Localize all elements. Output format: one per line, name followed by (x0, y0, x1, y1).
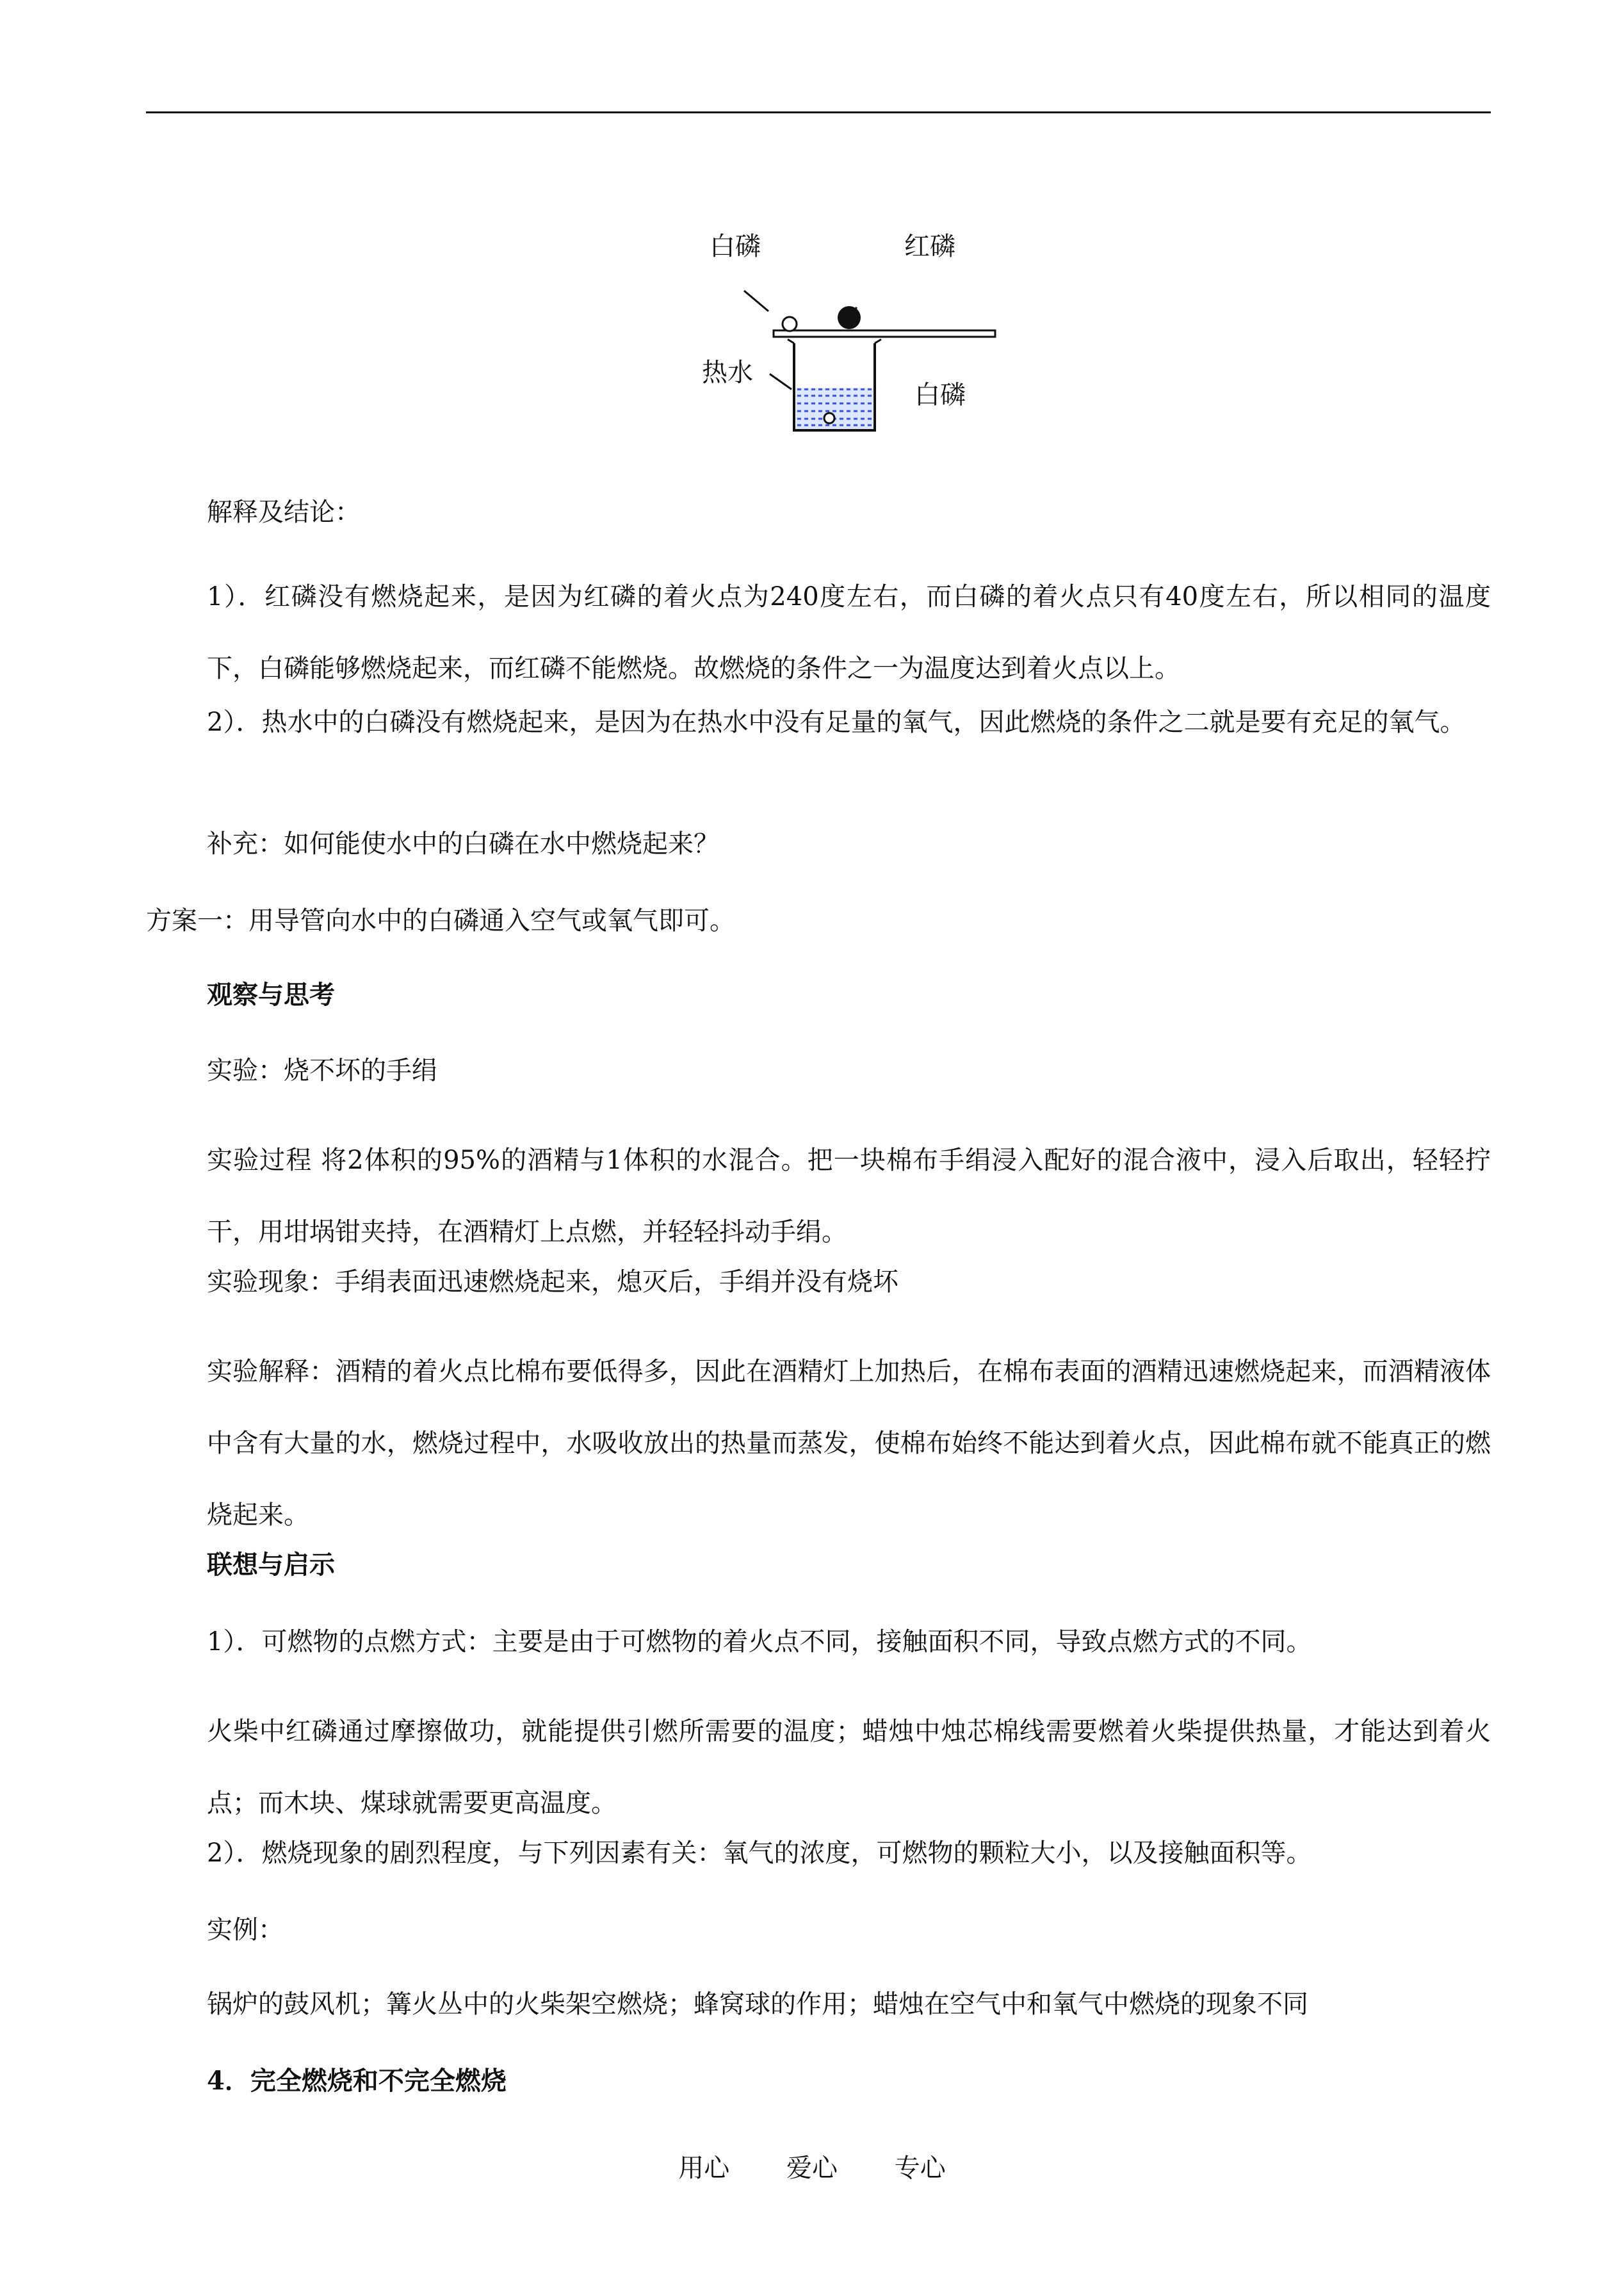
leader-line-water (770, 374, 792, 389)
footer-item-2: 爱心 (786, 2153, 838, 2183)
paragraph-experiment-explanation: 实验解释：酒精的着火点比棉布要低得多，因此在酒精灯上加热后，在棉布表面的酒精迅速燃烧起来，而酒精液体中含有大量的水，燃烧过程中，水吸收放出的热量而蒸发，使棉布始终不能达到着火点，因此棉布就不能真正的燃烧起来。 (207, 1357, 1491, 1530)
footer-item-1: 用心 (678, 2153, 730, 2183)
copper-plate (774, 330, 995, 337)
phosphorus-experiment-diagram (698, 224, 966, 442)
paragraph-match-candle: 火柴中红磷通过摩擦做功，就能提供引燃所需要的温度；蜡烛中烛芯棉线需要燃着火柴提供热量，才能达到着火点；而木块、煤球就需要更高温度。 (207, 1717, 1491, 1818)
paragraph-experiment-procedure: 实验过程 将2体积的95%的酒精与1体积的水混合。把一块棉布手绢浸入配好的混合液中，浸入后取出，轻轻拧干，用坩埚钳夹持，在酒精灯上点燃，并轻轻抖动手绢。 (207, 1146, 1491, 1247)
phosphorus-experiment-figure (698, 224, 966, 442)
paragraph-explanation-heading: 解释及结论： (207, 498, 361, 527)
red-phosphorus-on-plate (838, 306, 861, 329)
paragraph-plan-one: 方案一：用导管向水中的白磷通入空气或氧气即可。 (146, 906, 735, 936)
paragraph-hot-water-conclusion: 2）．热水中的白磷没有燃烧起来，是因为在热水中没有足量的氧气，因此燃烧的条件之二就是要有充足的氧气。 (207, 708, 1466, 737)
paragraph-ignition-methods: 1）．可燃物的点燃方式：主要是由于可燃物的着火点不同，接触面积不同，导致点燃方式的不同。 (207, 1627, 1312, 1657)
header-rule (146, 111, 1491, 113)
paragraph-examples: 锅炉的鼓风机；篝火丛中的火柴架空燃烧；蜂窝球的作用；蜡烛在空气中和氧气中燃烧的现象不同 (207, 1990, 1308, 2019)
hot-water (796, 388, 873, 429)
footer-item-3: 专心 (894, 2153, 946, 2183)
paragraph-supplement-question: 补充：如何能使水中的白磷在水中燃烧起来？ (207, 829, 719, 859)
leader-line-white-top (744, 291, 768, 311)
label-white-phosphorus-top: 白磷 (710, 232, 761, 261)
paragraph-experiment-phenomenon: 实验现象：手绢表面迅速燃烧起来，熄灭后，手绢并没有烧坏 (207, 1267, 898, 1297)
label-hot-water: 热水 (702, 358, 753, 387)
section-heading-association: 联想与启示 (207, 1550, 335, 1580)
paragraph-experiment-title: 实验：烧不坏的手绢 (207, 1056, 437, 1085)
white-phosphorus-on-plate (783, 317, 797, 331)
beaker-lip (788, 339, 794, 343)
label-white-phosphorus-water: 白磷 (914, 380, 966, 410)
section-heading-observe-think: 观察与思考 (207, 980, 335, 1010)
page-footer (0, 2148, 1624, 2184)
white-phosphorus-in-water (824, 413, 834, 423)
label-red-phosphorus: 红磷 (904, 232, 955, 261)
beaker-lip-right (875, 339, 881, 343)
paragraph-red-phosphorus-conclusion: 1）．红磷没有燃烧起来，是因为红磷的着火点为240度左右，而白磷的着火点只有40度左右，所以相同的温度下，白磷能够燃烧起来，而红磷不能燃烧。故燃烧的条件之一为温度达到着火点以上。 (207, 582, 1491, 683)
paragraph-examples-heading: 实例： (207, 1915, 284, 1945)
section-heading-complete-combustion: 4．完全燃烧和不完全燃烧 (207, 2066, 507, 2096)
paragraph-combustion-intensity: 2）．燃烧现象的剧烈程度，与下列因素有关：氧气的浓度，可燃物的颗粒大小，以及接触面积等。 (207, 1838, 1312, 1868)
